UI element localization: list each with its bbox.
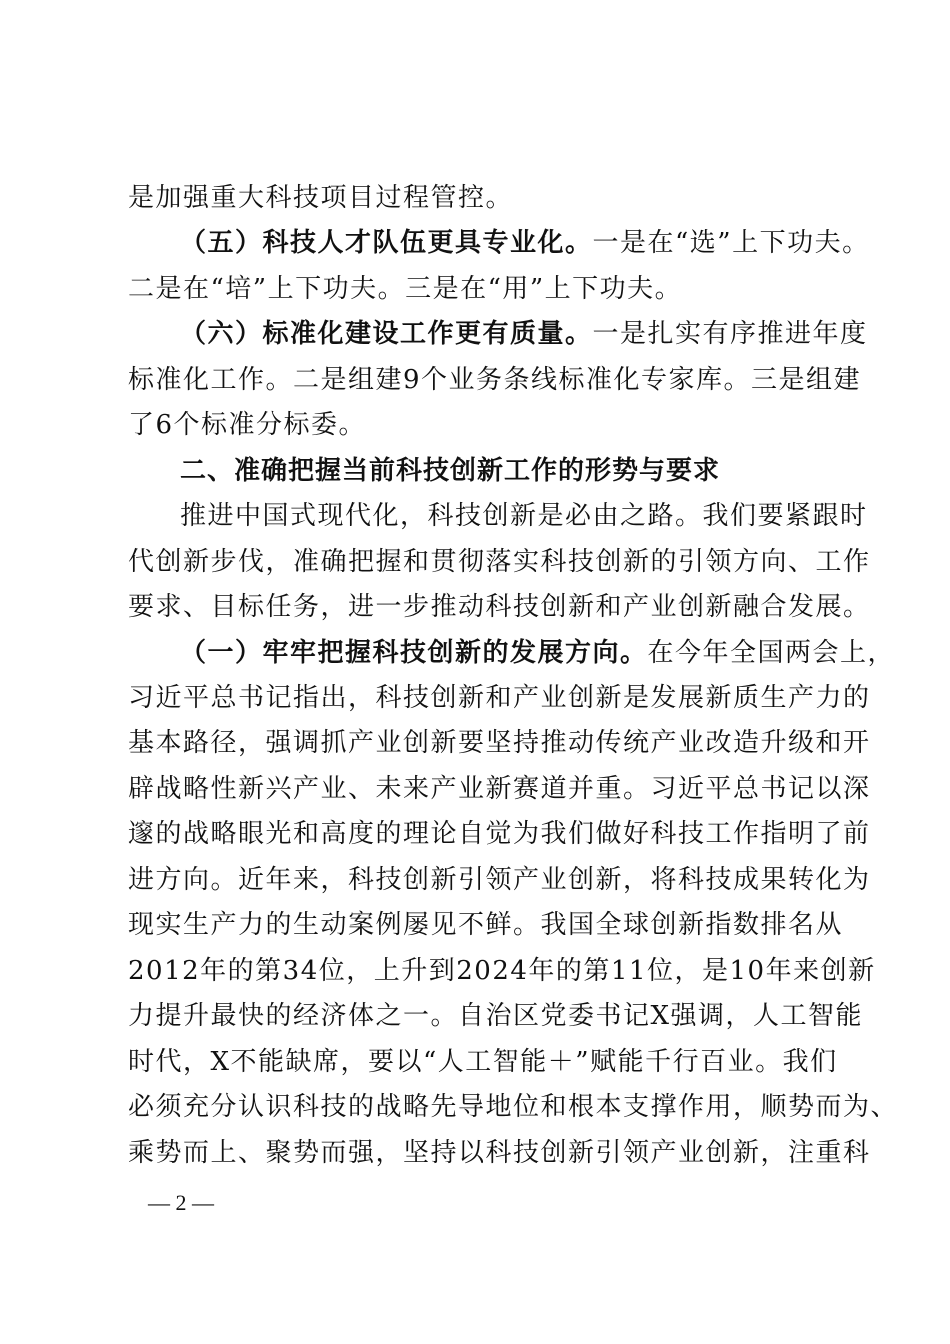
paragraph-line: 乘势而上、聚势而强，坚持以科技创新引领产业创新，注重科	[128, 1138, 871, 1168]
paragraph-line: 力提升最快的经济体之一。自治区党委书记X强调，人工智能	[128, 1001, 864, 1031]
paragraph-line: （五）科技人才队伍更具专业化。一是在“选”上下功夫。	[180, 228, 870, 258]
paragraph-line: 辟战略性新兴产业、未来产业新赛道并重。习近平总书记以深	[128, 774, 871, 804]
paragraph-line: 时代，X不能缺席，要以“人工智能＋”赋能千行百业。我们	[128, 1047, 838, 1077]
paragraph-line: 标准化工作。二是组建9个业务条线标准化专家库。三是组建	[128, 365, 862, 395]
paragraph-line: 邃的战略眼光和高度的理论自觉为我们做好科技工作指明了前	[128, 819, 871, 849]
paragraph-line: 代创新步伐，准确把握和贯彻落实科技创新的引领方向、工作	[128, 547, 871, 577]
paragraph-line: 现实生产力的生动案例屡见不鲜。我国全球创新指数排名从	[128, 910, 844, 940]
section-heading: 二、准确把握当前科技创新工作的形势与要求	[180, 456, 721, 486]
paragraph-line: 基本路径，强调抓产业创新要坚持推动传统产业改造升级和开	[128, 728, 871, 758]
paragraph-line: 了6个标准分标委。	[128, 410, 367, 440]
paragraph-line: （六）标准化建设工作更有质量。一是扎实有序推进年度	[180, 319, 868, 349]
paragraph-line: 二是在“培”上下功夫。三是在“用”上下功夫。	[128, 274, 683, 304]
paragraph-line: 进方向。近年来，科技创新引领产业创新，将科技成果转化为	[128, 865, 871, 895]
paragraph-line: 是加强重大科技项目过程管控。	[128, 183, 514, 213]
paragraph-line: 要求、目标任务，进一步推动科技创新和产业创新融合发展。	[128, 592, 871, 622]
paragraph-line: （一）牢牢把握科技创新的发展方向。在今年全国两会上，	[180, 638, 896, 668]
paragraph-line: 推进中国式现代化，科技创新是必由之路。我们要紧跟时	[180, 501, 868, 531]
paragraph-line: 习近平总书记指出，科技创新和产业创新是发展新质生产力的	[128, 683, 871, 713]
page-number: — 2 —	[148, 1190, 214, 1215]
paragraph-line: 必须充分认识科技的战略先导地位和根本支撑作用，顺势而为、	[128, 1092, 899, 1122]
paragraph-line: 2012年的第34位，上升到2024年的第11位，是10年来创新	[128, 956, 876, 986]
